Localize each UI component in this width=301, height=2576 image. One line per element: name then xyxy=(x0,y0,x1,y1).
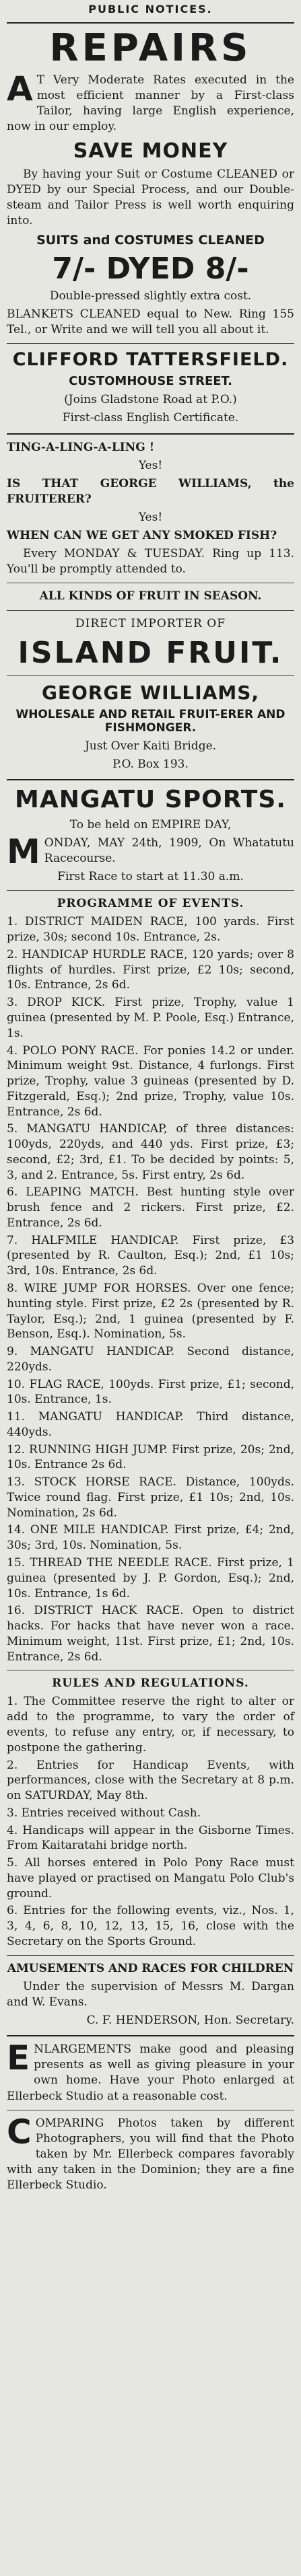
save-money-heading: SAVE MONEY xyxy=(73,139,228,163)
fruit-ad xyxy=(7,440,294,772)
repairs-para: By having your Suit or Costume CLEANED or DYED by our Special Process, and our Double-steam and Tailor Press is well worth enquiring into. xyxy=(7,167,294,227)
direct-importer: DIRECT IMPORTER OF xyxy=(75,616,226,630)
island-fruit-heading: ISLAND FRUIT. xyxy=(18,635,283,670)
event-item: 7. HALFMILE HANDICAP. First prize, £3 (presented by R. Caulton, Esq.); 2nd, £1 10s; 3rd, 10s. Entrance, 2s 6d. xyxy=(7,1233,294,1278)
notices-column xyxy=(7,0,294,2197)
divider xyxy=(7,343,294,344)
answer-line: Every MONDAY & TUESDAY. Ring up 113. You'll be promptly attended to. xyxy=(7,547,294,577)
george-williams-name: GEORGE WILLIAMS, xyxy=(41,681,260,704)
event-item: 3. DROP KICK. First prize, Trophy, value 1 guinea (presented by M. P. Poole, Esq.) Entrance, 1s. xyxy=(7,996,294,1040)
supervision-line: Under the supervision of Messrs M. Dargan and W. Evans. xyxy=(7,1979,294,2009)
divider xyxy=(7,779,294,780)
blankets-note: BLANKETS CLEANED equal to New. Ring 155 Tel., or Write and we will tell you all about it. xyxy=(7,307,294,337)
event-item: 8. WIRE JUMP FOR HORSES. Over one fence; hunting style. First prize, £2 2s (presented by R. Taylor, Esq.); 2nd, 1 guinea (presented by F. Benson, Esq.). Nomination, 5s. xyxy=(7,1282,294,1341)
event-item: 10. FLAG RACE, 100yds. First prize, £1; second, 10s. Entrance, 1s. xyxy=(7,1377,294,1407)
empire-day-line: To be held on EMPIRE DAY, xyxy=(69,817,232,832)
repairs-title: REPAIRS xyxy=(49,26,252,70)
event-item: 13. STOCK HORSE RACE. Distance, 100yds. Twice round flag. First prize, £1 10s; 2nd, 10s. Nomination, 2s 6d. xyxy=(7,1475,294,1520)
suits-costumes-line: SUITS and COSTUMES CLEANED xyxy=(36,232,265,248)
price-line: 7/- DYED 8/- xyxy=(52,251,249,286)
rule-item: 3. Entries received without Cash. xyxy=(7,1806,201,1820)
rule-item: 5. All horses entered in Polo Pony Race must have played or practised on Mangatu Polo Club's ground. xyxy=(7,1856,294,1901)
events-list xyxy=(7,914,294,1664)
event-item: 11. MANGATU HANDICAP. Third distance, 440yds. xyxy=(7,1410,294,1439)
sports-dropcap: M xyxy=(7,832,40,871)
clifford-street: CUSTOMHOUSE STREET. xyxy=(69,374,232,389)
rule-item: 6. Entries for the following events, viz., Nos. 1, 3, 4, 6, 8, 10, 12, 13, 15, 16, close with the Secretary on the Sports Ground. xyxy=(7,1904,294,1948)
event-item: 9. MANGATU HANDICAP. Second distance, 220yds. xyxy=(7,1345,294,1374)
wholesale-line: WHOLESALE AND RETAIL FRUIT-ERER AND FISHMONGER. xyxy=(15,707,286,735)
repairs-ad xyxy=(7,26,294,427)
repairs-lead xyxy=(7,69,294,135)
ting-line: TING-A-LING-A-LING ! xyxy=(7,440,155,454)
divider xyxy=(7,22,294,24)
enlargements-text: NLARGEMENTS make good and pleasing presents as well as giving pleasure in your own home. Have your Photo enlarged at Ellerbeck Studio at a reasonable cost. xyxy=(7,2043,294,2103)
event-item: 2. HANDICAP HURDLE RACE, 120 yards; over 8 flights of hurdles. First prize, £2 10s; second, 10s. Entrance, 2s 6d. xyxy=(7,947,294,992)
yes-line-1: Yes! xyxy=(138,458,163,472)
event-item: 1. DISTRICT MAIDEN RACE, 100 yards. First prize, 30s; second 10s. Entrance, 2s. xyxy=(7,915,294,945)
event-item: 15. THREAD THE NEEDLE RACE. First prize, 1 guinea (presented by J. P. Gordon, Esq.); 2nd, 10s. Entrance, 1s 6d. xyxy=(7,1556,294,1600)
double-pressed-note: Double-pressed slightly extra cost. xyxy=(49,289,252,303)
divider xyxy=(7,1955,294,1956)
mangatu-sports-ad xyxy=(7,786,294,2028)
ellerbeck-ad xyxy=(7,2038,294,2193)
repairs-dropcap: A xyxy=(7,69,33,109)
comparing-text: OMPARING Photos taken by different Photographers, you will find that the Photo taken by Mr. Ellerbeck compares favorably with any taken in the Dominion; they are a fine Ellerbeck Studio. xyxy=(7,2116,294,2193)
sports-date xyxy=(7,832,294,871)
clifford-cert: First-class English Certificate. xyxy=(62,411,239,425)
event-item: 12. RUNNING HIGH JUMP. First prize, 20s; 2nd, 10s. Entrance 2s 6d. xyxy=(7,1442,294,1472)
rules-list xyxy=(7,1694,294,1949)
question-1: IS THAT GEORGE WILLIAMS, the FRUITERER? xyxy=(7,476,294,506)
divider xyxy=(7,890,294,891)
public-notices-header: PUBLIC NOTICES. xyxy=(88,3,213,15)
rule-item: 2. Entries for Handicap Events, with performances, close with the Secretary at 8 p.m. on SATURDAY, May 8th. xyxy=(7,1758,294,1803)
sports-title: MANGATU SPORTS. xyxy=(15,785,286,813)
first-race-line: First Race to start at 11.30 a.m. xyxy=(57,870,244,884)
ellerbeck-dropcap-1: E xyxy=(7,2038,30,2078)
divider xyxy=(7,610,294,611)
divider xyxy=(7,433,294,435)
sports-date-text: ONDAY, MAY 24th, 1909, On Whatatutu Racecourse. xyxy=(44,836,294,866)
kaiti-bridge: Just Over Kaiti Bridge. xyxy=(84,739,217,753)
rule-item: 4. Handicaps will appear in the Gisborne Times. From Kaitaratahi bridge north. xyxy=(7,1823,294,1853)
question-2: WHEN CAN WE GET ANY SMOKED FISH? xyxy=(7,529,277,543)
clifford-joins: (Joins Gladstone Road at P.O.) xyxy=(64,393,237,407)
event-item: 4. POLO PONY RACE. For ponies 14.2 or under. Minimum weight 9st. Distance, 4 furlongs. First prize, Trophy, value 3 guineas (presented by D. Fitzgerald, Esq.); 2nd prize, Trophy, value 10s. Entrance, 2s 6d. xyxy=(7,1043,294,1119)
event-item: 5. MANGATU HANDICAP, of three distances: 100yds, 220yds, and 440 yds. First prize, £3; second, £2; 3rd, £1. To be decided by points: 5, 3, and 2. Entrance, 5s. First entry, 2s 6d. xyxy=(7,1122,294,1182)
ellerbeck-dropcap-2: C xyxy=(7,2112,32,2151)
programme-heading: PROGRAMME OF EVENTS. xyxy=(57,897,244,911)
clifford-name: CLIFFORD TATTERSFIELD. xyxy=(12,349,289,371)
comparing-para xyxy=(7,2112,294,2194)
all-fruit-line: ALL KINDS OF FRUIT IN SEASON. xyxy=(39,589,262,603)
repairs-lead-text: T Very Moderate Rates executed in the most efficient manner by a First-class Tailor, having large English experience, now in our employ. xyxy=(7,73,294,134)
secretary-line: C. F. HENDERSON, Hon. Secretary. xyxy=(86,2014,294,2028)
rule-item: 1. The Committee reserve the right to alter or add to the programme, to vary the order of events, to refuse any entry, or, if necessary, to postpone the gathering. xyxy=(7,1695,294,1755)
enlargements-para xyxy=(7,2038,294,2104)
amusements-heading: AMUSEMENTS AND RACES FOR CHILDREN xyxy=(7,1961,294,1975)
yes-line-2: Yes! xyxy=(138,510,163,524)
event-item: 14. ONE MILE HANDICAP. First prize, £4; 2nd, 30s; 3rd, 10s. Nomination, 5s. xyxy=(7,1523,294,1553)
po-box: P.O. Box 193. xyxy=(112,757,189,771)
divider xyxy=(7,675,294,676)
event-item: 6. LEAPING MATCH. Best hunting style over brush fence and 2 rickers. First prize, £2. Entrance, 2s 6d. xyxy=(7,1185,294,1230)
divider xyxy=(7,2035,294,2036)
event-item: 16. DISTRICT HACK RACE. Open to district hacks. For hacks that have never won a race. Minimum weight, 11st. First prize, £1; 2nd, 10s. Entrance, 2s 6d. xyxy=(7,1604,294,1664)
rules-heading: RULES AND REGULATIONS. xyxy=(52,1677,249,1691)
